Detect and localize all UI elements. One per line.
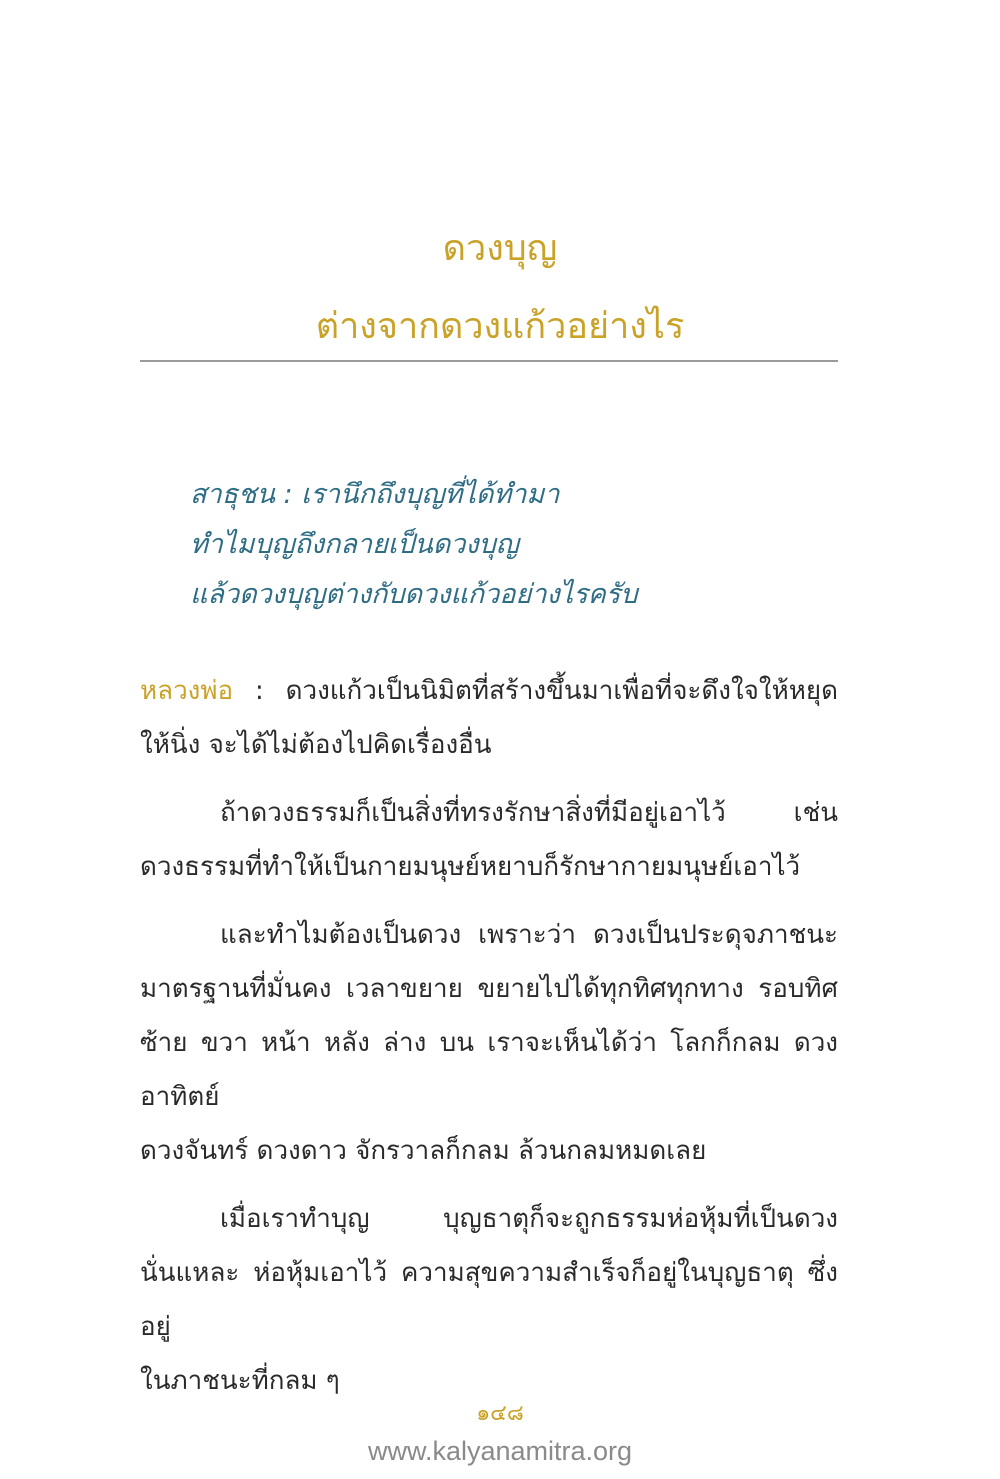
- paragraph-text: : ดวงแก้วเป็นนิมิตที่สร้างขึ้นมาเพื่อที่จะดึงใจให้หยุด: [233, 676, 838, 706]
- paragraph-line: มาตรฐานที่มั่นคง เวลาขยาย ขยายไปได้ทุกทิศทุกทาง รอบทิศ: [140, 974, 838, 1004]
- paragraph-line: [140, 664, 838, 718]
- answer-paragraph-4: [140, 1192, 838, 1408]
- question-line: ทำไมบุญถึงกลายเป็นดวงบุญ: [190, 529, 519, 560]
- speaker-label: หลวงพ่อ: [140, 676, 234, 706]
- answer-body: [140, 664, 838, 1422]
- paragraph-line: ดวงธรรมที่ทำให้เป็นกายมนุษย์หยาบก็รักษากายมนุษย์เอาไว้: [140, 852, 801, 882]
- footer-url: www.kalyanamitra.org: [367, 1436, 633, 1466]
- paragraph-line: ดวงจันทร์ ดวงดาว จักรวาลก็กลม ล้วนกลมหมดเลย: [140, 1136, 707, 1166]
- answer-paragraph-1: [140, 664, 838, 772]
- title-line-2: ต่างจากดวงแก้วอย่างไร: [315, 306, 685, 347]
- page-number: ๑๔๘: [476, 1401, 524, 1426]
- paragraph-line: ในภาชนะที่กลม ๆ: [140, 1366, 340, 1396]
- question-line: แล้วดวงบุญต่างกับดวงแก้วอย่างไรครับ: [190, 579, 638, 610]
- question-block: [190, 470, 850, 620]
- title-line-1: ดวงบุญ: [442, 228, 558, 269]
- title-divider: [140, 360, 838, 362]
- paragraph-line: ให้นิ่ง จะได้ไม่ต้องไปคิดเรื่องอื่น: [140, 730, 492, 760]
- answer-paragraph-3: [140, 908, 838, 1178]
- paragraph-line: ซ้าย ขวา หน้า หลัง ล่าง บน เราจะเห็นได้ว่า โลกก็กลม ดวงอาทิตย์: [140, 1028, 838, 1112]
- paragraph-line: และทำไมต้องเป็นดวง เพราะว่า ดวงเป็นประดุจภาชนะ: [220, 920, 838, 950]
- paragraph-line: นั่นแหละ ห่อหุ้มเอาไว้ ความสุขความสำเร็จก็อยู่ในบุญธาตุ ซึ่งอยู่: [140, 1258, 838, 1342]
- answer-paragraph-2: [140, 786, 838, 894]
- question-line: สาธุชน : เรานึกถึงบุญที่ได้ทำมา: [190, 479, 560, 510]
- page-title: [0, 210, 1000, 366]
- paragraph-line: ถ้าดวงธรรมก็เป็นสิ่งที่ทรงรักษาสิ่งที่มีอยู่เอาไว้ เช่น: [220, 798, 838, 828]
- paragraph-line: เมื่อเราทำบุญ บุญธาตุก็จะถูกธรรมห่อหุ้มที่เป็นดวง: [220, 1204, 838, 1234]
